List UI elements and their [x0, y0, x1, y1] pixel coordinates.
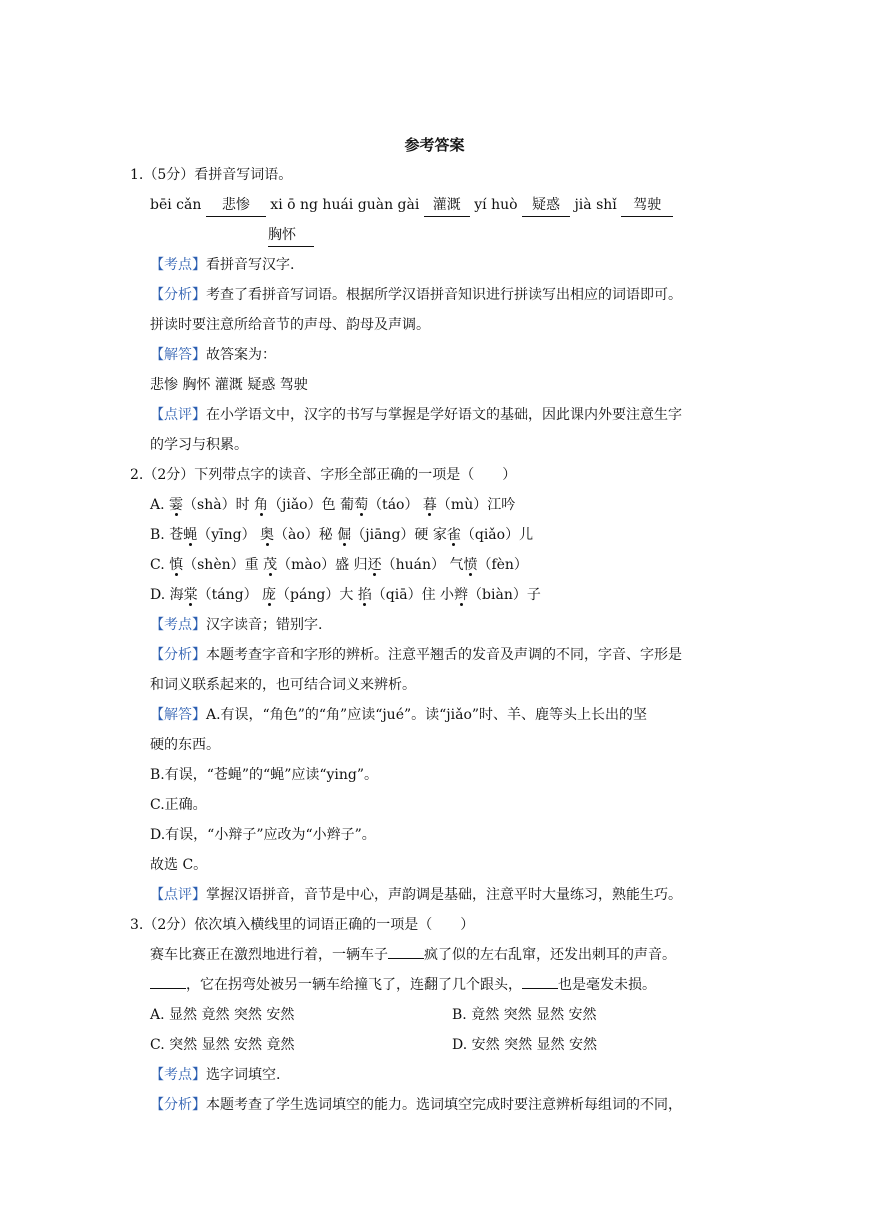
dianping-tag: 【点评】: [150, 887, 206, 903]
q3-sentence-2: ，它在拐弯处被另一辆车给撞飞了，连翻了几个跟头， 也是毫发未损。: [130, 970, 740, 1000]
q2-jieda: [130, 700, 740, 730]
q3-kaodian: [130, 1060, 740, 1090]
q1-pinyin-row-2: [130, 220, 740, 250]
fenxi-tag: 【分析】: [150, 287, 206, 303]
dotted-char: 倔: [337, 527, 352, 543]
kaodian-text: 选字词填空.: [206, 1067, 281, 1083]
q1-pinyin-row: [130, 190, 740, 220]
q2-kaodian: [130, 610, 740, 640]
q3-sentence-1: 赛车比赛正在激烈地进行着，一辆车子 疯了似的左右乱窜，还发出刺耳的声音。: [130, 940, 740, 970]
pinyin: bēi cǎn: [150, 197, 202, 213]
q3-fenxi: [130, 1090, 740, 1120]
q1-jieda-cont: 悲惨 胸怀 灌溉 疑惑 驾驶: [150, 377, 308, 393]
fenxi-text: 本题考查字音和字形的辨析。注意平翘舌的发音及声调的不同，字音、字形是: [206, 647, 682, 663]
dotted-char: 霎: [169, 497, 184, 513]
dotted-char: 棠: [183, 587, 198, 603]
answer-blank: 灌溉: [424, 194, 470, 217]
q1-dianping-cont: 的学习与积累。: [150, 437, 248, 453]
q3-option-a: A. 显然 竟然 突然 安然: [150, 1007, 295, 1023]
q2-jieda-line: B.有误，“苍蝇”的“蝇”应读“ying”。: [150, 767, 379, 783]
dotted-char: 庞: [262, 587, 277, 603]
q2-option-b: B. 苍蝇（yīng） 奥（ào）秘 倔（jiāng）硬 家雀（qiǎo）儿: [150, 527, 534, 543]
jieda-text: 故答案为：: [206, 347, 276, 363]
answer-blank: 疑惑: [522, 194, 570, 217]
dotted-char: 萄: [354, 497, 369, 513]
fenxi-text: 考查了看拼音写词语。根据所学汉语拼音知识进行拼读写出相应的词语即可。: [206, 287, 682, 303]
q2-option-d: D. 海棠（táng） 庞（páng）大 掐（qiā）住 小辫（biàn）子: [150, 587, 541, 603]
dotted-char: 茂: [263, 557, 278, 573]
q2-fenxi-cont: 和词义联系起来的，也可结合词义来辨析。: [150, 677, 416, 693]
fenxi-text: 本题考查了学生选词填空的能力。选词填空完成时要注意辨析每组词的不同，: [206, 1097, 682, 1113]
pinyin: jià shǐ: [574, 197, 617, 213]
dotted-char: 掐: [357, 587, 372, 603]
dotted-char: 愤: [463, 557, 478, 573]
q2-jieda-line: D.有误，“小辩子”应改为“小辫子”。: [150, 827, 376, 843]
q1-kaodian: [130, 250, 740, 280]
page-title: 参考答案: [404, 136, 465, 154]
kaodian-tag: 【考点】: [150, 1067, 206, 1083]
q3-options-row-1: [130, 1000, 740, 1030]
dotted-char: 还: [367, 557, 382, 573]
dianping-tag: 【点评】: [150, 407, 206, 423]
fill-blank: [522, 970, 558, 989]
fenxi-tag: 【分析】: [150, 1097, 206, 1113]
dotted-char: 角: [254, 497, 269, 513]
jieda-tag: 【解答】: [150, 347, 206, 363]
q1-dianping: [130, 400, 740, 430]
q1-fenxi: [130, 280, 740, 310]
q2-header: 2.（2分）下列带点字的读音、字形全部正确的一项是（ ）: [130, 467, 517, 483]
jieda-text: A.有误，“角色”的“角”应读“jué”。读“jiǎo”时、羊、鹿等头上长出的坚: [206, 707, 648, 723]
pinyin: yí huò: [474, 197, 518, 213]
q2-jieda-line: C.正确。: [150, 797, 207, 813]
answer-blank: 悲惨: [206, 194, 266, 217]
q2-jieda-line: 硬的东西。: [150, 737, 220, 753]
pinyin: guàn gài: [357, 197, 420, 213]
kaodian-tag: 【考点】: [150, 257, 206, 273]
dotted-char: 蝇: [183, 527, 198, 543]
dotted-char: 辫: [454, 587, 469, 603]
q2-option-a: A. 霎（shà）时 角（jiǎo）色 葡萄（táo） 暮（mù）江吟: [150, 497, 516, 513]
dianping-text: 在小学语文中，汉字的书写与掌握是学好语文的基础，因此课内外要注意生字: [206, 407, 682, 423]
dotted-char: 奥: [260, 527, 275, 543]
q3-option-b: B. 竟然 突然 显然 安然: [452, 1007, 597, 1023]
kaodian-text: 汉字读音；错别字.: [206, 617, 323, 633]
fenxi-tag: 【分析】: [150, 647, 206, 663]
pinyin: xi ō ng huái: [270, 197, 354, 213]
jieda-tag: 【解答】: [150, 707, 206, 723]
q1-jieda: [130, 340, 740, 370]
dotted-char: 暮: [422, 497, 437, 513]
fill-blank: [150, 970, 186, 989]
q2-jieda-line: 故选 C。: [150, 857, 208, 873]
kaodian-tag: 【考点】: [150, 617, 206, 633]
q1-fenxi-cont: 拼读时要注意所给音节的声母、韵母及声调。: [150, 317, 430, 333]
q3-header: 3.（2分）依次填入横线里的词语正确的一项是（ ）: [130, 917, 475, 933]
dianping-text: 掌握汉语拼音，音节是中心，声韵调是基础，注意平时大量练习，熟能生巧。: [206, 887, 682, 903]
q2-option-c: C. 慎（shèn）重 茂（mào）盛 归还（huán） 气愤（fèn）: [150, 557, 528, 573]
q3-option-d: D. 安然 突然 显然 安然: [452, 1037, 597, 1053]
dotted-char: 雀: [446, 527, 461, 543]
q2-dianping: [130, 880, 740, 910]
q1-header: 1.（5分）看拼音写词语。: [130, 167, 293, 183]
answer-content: [130, 160, 740, 1120]
kaodian-text: 看拼音写汉字.: [206, 257, 295, 273]
dotted-char: 慎: [169, 557, 184, 573]
q3-options-row-2: [130, 1030, 740, 1060]
q3-option-c: C. 突然 显然 安然 竟然: [150, 1037, 295, 1053]
q2-fenxi: [130, 640, 740, 670]
fill-blank: [388, 940, 424, 959]
answer-blank: 驾驶: [621, 194, 673, 217]
answer-blank: 胸怀: [268, 224, 314, 247]
